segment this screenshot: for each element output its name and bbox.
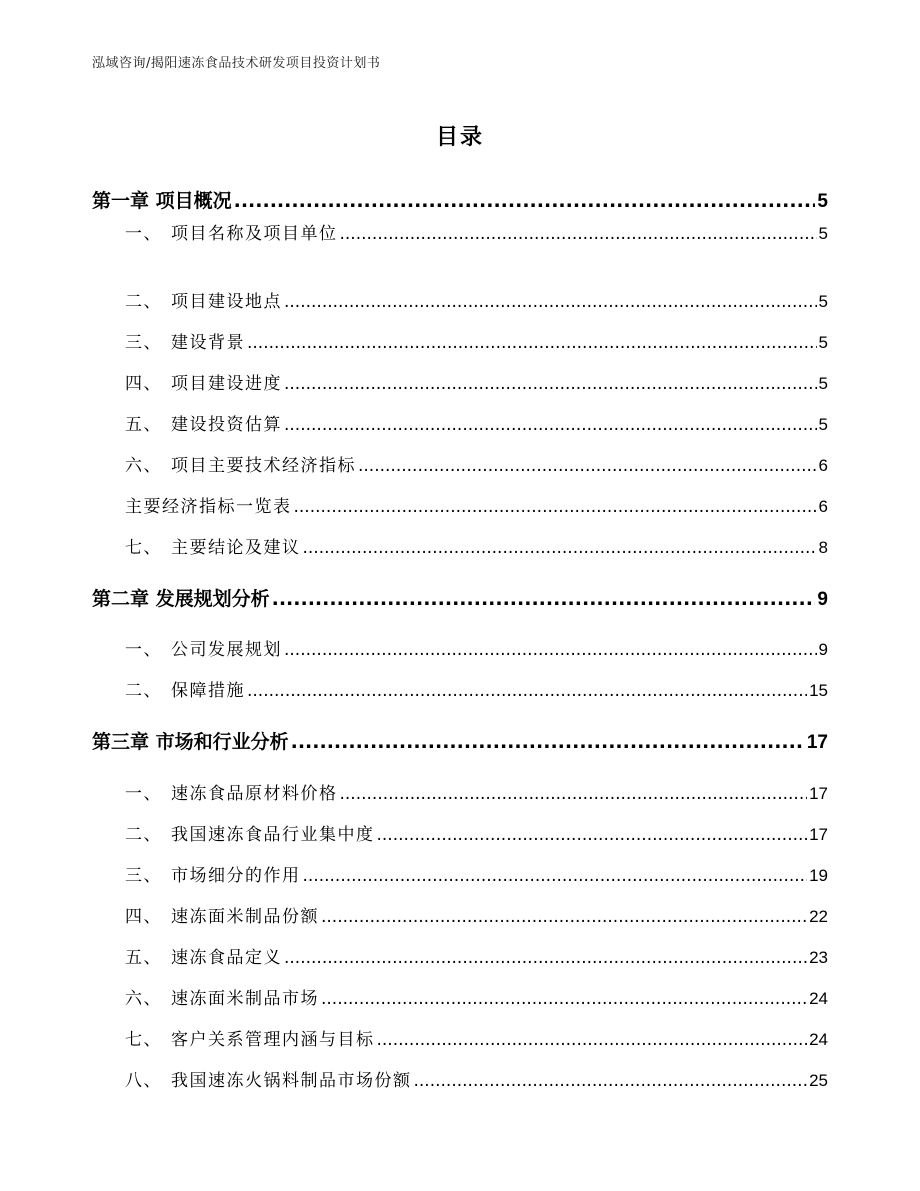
toc-entry-number: 一、: [125, 224, 162, 244]
toc-entry-section[interactable]: [125, 451, 828, 476]
toc-entry-label: 第三章 市场和行业分析: [92, 731, 289, 753]
toc-entry-label: 项目主要技术经济指标: [171, 456, 356, 476]
toc-entry-section[interactable]: [125, 328, 828, 353]
toc-entry-number: 三、: [125, 333, 162, 353]
toc-entry-label: 速冻食品定义: [171, 948, 282, 968]
toc-entry-number: 六、: [125, 989, 162, 1009]
toc-entry-page: 5: [818, 333, 828, 352]
toc-entry-section[interactable]: [125, 533, 828, 558]
toc-entry-label: 公司发展规划: [171, 640, 282, 660]
toc-entry-chapter[interactable]: [92, 727, 828, 754]
toc-entry-page: 5: [818, 292, 828, 311]
toc-entry-page: 6: [818, 456, 828, 475]
toc-entry-section[interactable]: [125, 943, 828, 968]
running-header: 泓域咨询/揭阳速冻食品技术研发项目投资计划书: [92, 56, 381, 71]
toc-dot-leader: [272, 588, 816, 610]
toc-dot-leader: [321, 989, 807, 1009]
toc-entry-label: 保障措施: [171, 681, 245, 701]
toc-dot-leader: [377, 1030, 808, 1050]
toc-entry-number: 二、: [125, 292, 162, 312]
toc-dot-leader: [294, 497, 817, 517]
toc-dot-leader: [358, 456, 817, 476]
toc-entry-number: 四、: [125, 374, 162, 394]
toc-dot-leader: [234, 190, 816, 212]
toc-entry-number: 五、: [125, 415, 162, 435]
toc-entry-section[interactable]: [125, 676, 828, 701]
toc-entry-number: 二、: [125, 825, 162, 845]
toc-entry-page: 25: [809, 1071, 828, 1090]
toc-entry-chapter[interactable]: [92, 584, 828, 611]
toc-entry-page: 9: [818, 640, 828, 659]
toc-entry-page: 23: [809, 948, 828, 967]
toc-entry-number: 八、: [125, 1071, 162, 1091]
toc-entry-section[interactable]: [125, 410, 828, 435]
toc-entry-number: 四、: [125, 907, 162, 927]
toc-entry-label: 第二章 发展规划分析: [92, 588, 270, 610]
toc-entry-section[interactable]: [125, 1066, 828, 1091]
toc-entry-page: 5: [818, 374, 828, 393]
toc-entry-number: 六、: [125, 456, 162, 476]
toc-entry-page: 5: [818, 224, 828, 243]
toc-dot-leader: [340, 224, 817, 244]
toc-entry-page: 22: [809, 907, 828, 926]
toc-dot-leader: [303, 866, 808, 886]
toc-entry-page: 24: [809, 1030, 828, 1049]
toc-dot-leader: [284, 640, 817, 660]
toc-entry-label: 项目建设地点: [171, 292, 282, 312]
toc-dot-leader: [321, 907, 807, 927]
toc-entry-page: 19: [809, 866, 828, 885]
toc-entry-number: 七、: [125, 1030, 162, 1050]
toc-dot-leader: [247, 333, 817, 353]
toc-entry-label: 速冻面米制品市场: [171, 989, 319, 1009]
toc-entry-label: 客户关系管理内涵与目标: [171, 1030, 375, 1050]
toc-entry-number: 一、: [125, 640, 162, 660]
toc-entry-label: 第一章 项目概况: [92, 190, 232, 212]
toc-entry-section[interactable]: [125, 902, 828, 927]
toc-entry-label: 主要经济指标一览表: [125, 497, 292, 517]
toc-dot-leader: [414, 1071, 808, 1091]
toc-entry-page: 5: [818, 415, 828, 434]
toc-dot-leader: [284, 292, 817, 312]
toc-dot-leader: [303, 538, 817, 558]
toc-entry-page: 6: [818, 497, 828, 516]
toc-entry-section[interactable]: [125, 635, 828, 660]
toc-entry-section[interactable]: [125, 287, 828, 312]
toc-entry-label: 建设投资估算: [171, 415, 282, 435]
toc-entry-number: 二、: [125, 681, 162, 701]
toc-entry-section[interactable]: [125, 219, 828, 244]
toc-entry-number: 七、: [125, 538, 162, 558]
toc-entry-section[interactable]: [125, 492, 828, 517]
toc-entry-number: 一、: [125, 784, 162, 804]
toc-entry-label: 项目名称及项目单位: [171, 224, 338, 244]
toc-entry-page: 17: [809, 784, 828, 803]
toc-entry-section[interactable]: [125, 369, 828, 394]
toc-dot-leader: [340, 784, 808, 804]
toc-entry-page: 17: [809, 825, 828, 844]
toc-entry-section[interactable]: [125, 779, 828, 804]
toc-entry-number: 五、: [125, 948, 162, 968]
toc-dot-leader: [377, 825, 808, 845]
toc-entry-section[interactable]: [125, 1025, 828, 1050]
toc-dot-leader: [247, 681, 807, 701]
toc-entry-section[interactable]: [125, 820, 828, 845]
toc-entry-section[interactable]: [125, 984, 828, 1009]
toc-entry-page: 15: [809, 681, 828, 700]
toc-entry-chapter[interactable]: [92, 186, 828, 213]
toc-entry-label: 速冻食品原材料价格: [171, 784, 338, 804]
toc-dot-leader: [284, 415, 817, 435]
toc-entry-page: 5: [817, 191, 828, 212]
toc-entry-label: 项目建设进度: [171, 374, 282, 394]
toc-entry-label: 市场细分的作用: [171, 866, 301, 886]
toc-entry-label: 我国速冻火锅料制品市场份额: [171, 1071, 412, 1091]
toc-entry-page: 9: [817, 589, 828, 610]
toc-entry-page: 24: [809, 989, 828, 1008]
toc-entry-label: 主要结论及建议: [171, 538, 301, 558]
toc-entry-number: 三、: [125, 866, 162, 886]
toc-dot-leader: [284, 948, 807, 968]
toc-entry-label: 建设背景: [171, 333, 245, 353]
toc-dot-leader: [284, 374, 817, 394]
page-title: 目录: [435, 125, 484, 150]
toc-entry-page: 17: [806, 732, 828, 753]
toc-entry-section[interactable]: [125, 861, 828, 886]
toc-entry-label: 速冻面米制品份额: [171, 907, 319, 927]
toc-entry-label: 我国速冻食品行业集中度: [171, 825, 375, 845]
toc-entry-page: 8: [818, 538, 828, 557]
toc-dot-leader: [291, 731, 805, 753]
